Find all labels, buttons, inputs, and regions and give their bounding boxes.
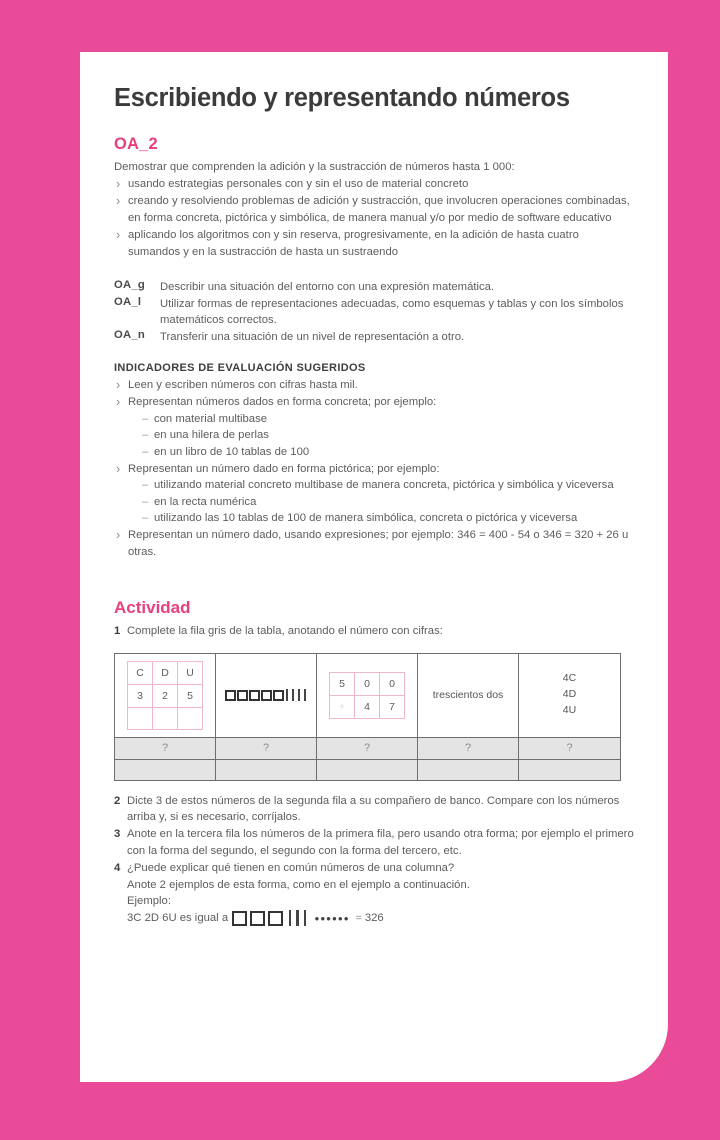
indicador-subitem: – en un libro de 10 tablas de 100 [142, 444, 634, 460]
indicador-text: Representan un número dado, usando expresiones; por ejemplo: 346 = 400 - 54 o 346 = 320 + 26 u otras. [128, 529, 629, 558]
indicador-text: Representan un número dado en forma pictórica; por ejemplo: [128, 462, 440, 475]
oa-habilidad-row [114, 279, 634, 295]
table-cell-answer-slot[interactable]: ? [216, 737, 317, 759]
pink-grid-cell: 4 [355, 695, 380, 718]
indicador-subitem: – con material multibase [142, 411, 634, 427]
table-row-questions [115, 737, 621, 759]
multibase-glyph-row [219, 689, 313, 701]
indicadores-list [114, 377, 634, 560]
oa-habilidades-table [114, 279, 634, 345]
oa-bullet-item: › usando estrategias personales con y sin el uso de material concreto [114, 176, 634, 192]
pink-grid-cell: 0 [355, 672, 380, 695]
pink-grid-cell-empty[interactable] [178, 707, 203, 729]
stacked-notation [522, 671, 617, 718]
indicador-subitem: – utilizando material concreto multibase de manera concreta, pictórica y simbólica y viceversa [142, 477, 634, 493]
actividad-item-number: 1 [114, 625, 121, 638]
oa-habilidad-row [114, 296, 634, 328]
table-cell-blank-slot[interactable] [317, 759, 418, 780]
pink-grid-cell: 7 [380, 695, 405, 718]
oa-habilidad-code: OA_n [114, 329, 145, 341]
notation-line: 4U [562, 703, 577, 716]
indicador-item [114, 394, 634, 460]
indicador-item [114, 377, 634, 393]
equals-sign: = [355, 912, 362, 925]
indicador-subitem: – en la recta numérica [142, 494, 634, 510]
actividad-item-text: Anote en la tercera fila los números de la primera fila, pero usando otra forma; por ejemplo el primero con la forma del segundo, el segundo con la forma del tercero, etc. [127, 828, 634, 857]
hundred-square-icon [237, 690, 248, 701]
ejemplo-prefix: 3C 2D 6U es igual a [127, 912, 229, 925]
hundred-square-icon [261, 690, 272, 701]
indicador-item [114, 527, 634, 560]
pink-grid-cell-empty[interactable] [153, 707, 178, 729]
hundred-square-icon [250, 911, 265, 926]
actividad-item-number: 4 [114, 862, 121, 875]
pink-grid-row [330, 672, 405, 695]
ten-bar-icon [286, 689, 288, 701]
hundred-square-icon [268, 911, 283, 926]
pink-grid-cell: D [153, 661, 178, 684]
actividad-item-3 [114, 826, 634, 859]
pink-grid-row [330, 695, 405, 718]
ejemplo-result: 326 [364, 912, 384, 925]
indicador-text: Leen y escriben números con cifras hasta mil. [128, 379, 358, 392]
ten-bar-icon [298, 689, 300, 701]
actividad-item-text: Complete la fila gris de la tabla, anotando el número con cifras: [127, 625, 443, 638]
oa-intro-text: Demostrar que comprenden la adición y la sustracción de números hasta 1 000: [114, 161, 515, 173]
table-cell-blank-slot[interactable] [519, 759, 621, 780]
ten-bar-icon [304, 689, 306, 701]
ten-bar-icon [289, 910, 292, 926]
table-cell-blank-slot[interactable] [418, 759, 519, 780]
hundred-square-icon [225, 690, 236, 701]
document-content [114, 84, 634, 926]
pink-grid-row [128, 707, 203, 729]
page-title: Escribiendo y representando números [114, 84, 570, 112]
table-row-blank [115, 759, 621, 780]
ten-bar-icon [292, 689, 294, 701]
actividad-table-wrapper [114, 653, 634, 781]
table-cell-number-word[interactable]: trescientos dos [418, 653, 519, 737]
indicador-subitem: – utilizando las 10 tablas de 100 de manera simbólica, concreta o pictórica y viceversa [142, 510, 634, 526]
table-cell-answer-slot[interactable]: ? [317, 737, 418, 759]
actividad-table [114, 653, 621, 781]
actividad-item-text: Dicte 3 de estos números de la segunda fila a su compañero de banco. Compare con los números arriba y, si es necesario, corríjalos. [127, 794, 620, 823]
indicador-sublist [142, 411, 634, 460]
table-cell-answer-slot[interactable]: ? [115, 737, 216, 759]
pink-grid-row [128, 684, 203, 707]
actividad-item4-followup: Anote 2 ejemplos de esta forma, como en el ejemplo a continuación. [127, 879, 470, 892]
pink-grid-cell: U [178, 661, 203, 684]
actividad-item-2 [114, 793, 634, 826]
pink-grid-cdu [127, 661, 203, 730]
indicador-text: Representan números dados en forma concreta; por ejemplo: [128, 396, 437, 409]
pink-grid-addition [329, 672, 405, 719]
oa-bullet-list [114, 176, 634, 260]
pink-grid-cell: 5 [330, 672, 355, 695]
indicadores-heading: INDICADORES DE EVALUACIÓN SUGERIDOS [114, 362, 366, 375]
table-cell-answer-slot[interactable]: ? [418, 737, 519, 759]
pink-grid-cell: 3 [128, 684, 153, 707]
table-cell-place-value-notation[interactable] [519, 653, 621, 737]
table-cell-place-value-grid[interactable] [115, 653, 216, 737]
oa-habilidad-text: Describir una situación del entorno con una expresión matemática. [160, 280, 495, 293]
pink-grid-cell: 0 [380, 672, 405, 695]
notation-line: 4D [562, 688, 577, 701]
actividad-item-number: 3 [114, 828, 121, 841]
document-sheet [80, 52, 668, 1082]
pink-grid-cell-plus-sign: + [330, 695, 355, 718]
table-cell-blank-slot[interactable] [216, 759, 317, 780]
actividad-heading: Actividad [114, 598, 191, 618]
oa-habilidad-text: Transferir una situación de un nivel de representación a otro. [160, 331, 465, 343]
ejemplo-label: Ejemplo: [127, 895, 171, 908]
hundred-square-icon [273, 690, 284, 701]
table-cell-answer-slot[interactable]: ? [519, 737, 621, 759]
hundred-square-icon [232, 911, 247, 926]
pink-grid-row [128, 661, 203, 684]
table-cell-multibase-glyphs[interactable] [216, 653, 317, 737]
oa-habilidad-code: OA_g [114, 278, 145, 291]
ten-bar-icon [296, 910, 299, 926]
indicador-subitem: – en una hilera de perlas [142, 427, 634, 443]
table-cell-blank-slot[interactable] [115, 759, 216, 780]
oa-habilidad-row [114, 329, 634, 345]
oa-bullet-item: › aplicando los algoritmos con y sin reserva, progresivamente, en la adición de hasta cuatro sumandos y en la sustracción de hasta un sustraendo [114, 227, 634, 260]
oa-bullet-item: › creando y resolviendo problemas de adición y sustracción, que involucren operaciones combinadas, en forma concreta, pictórica y simbólica, de manera manual y/o por medio de software educativo [114, 193, 634, 226]
table-row-representations [115, 653, 621, 737]
pink-grid-cell-empty[interactable] [128, 707, 153, 729]
pink-grid-cell: C [128, 661, 153, 684]
pink-grid-cell: 2 [153, 684, 178, 707]
indicador-sublist [142, 477, 634, 526]
actividad-item-number: 2 [114, 794, 121, 807]
oa-code-heading: OA_2 [114, 135, 158, 153]
oa-habilidad-text: Utilizar formas de representaciones adecuadas, como esquemas y tablas y con los símbolos matemáticos correctos. [160, 297, 624, 326]
indicador-item [114, 461, 634, 527]
oa-habilidad-code: OA_l [114, 295, 142, 308]
actividad-item-4 [114, 860, 634, 876]
hundred-square-icon [249, 690, 260, 701]
ten-bar-icon [304, 910, 307, 926]
actividad-item-text: ¿Puede explicar qué tienen en común números de una columna? [127, 862, 455, 875]
actividad-item-1 [114, 623, 634, 639]
ejemplo-line [127, 910, 634, 926]
unit-dots-icon: •••••• [314, 910, 350, 926]
notation-line: 4C [562, 672, 577, 685]
pink-grid-cell: 5 [178, 684, 203, 707]
table-cell-addition-grid[interactable] [317, 653, 418, 737]
